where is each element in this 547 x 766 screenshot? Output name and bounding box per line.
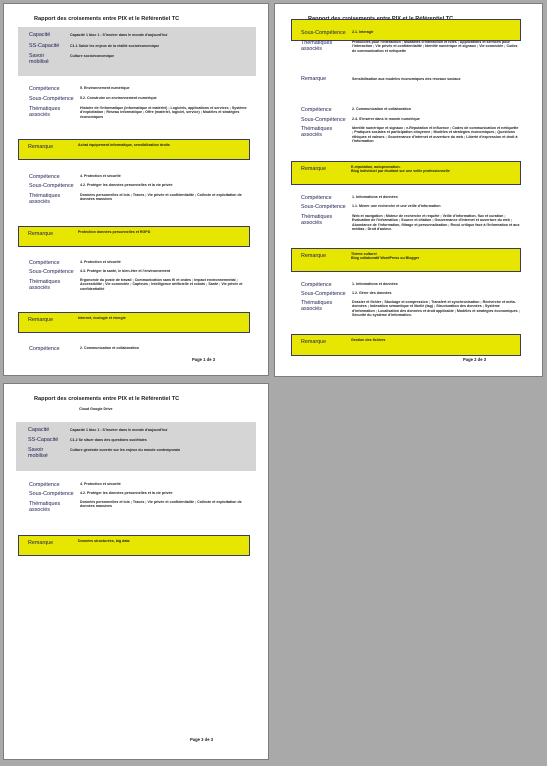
competence-label: Compétence: [301, 107, 332, 113]
sous-competence-label: Sous-Compétence: [301, 30, 346, 36]
competence-label: Compétence: [301, 282, 332, 288]
sous-competence-value: 4.2. Protéger les données personnelles et la vie privée: [80, 491, 173, 495]
capacity-header: [16, 422, 256, 471]
remarque-box: [18, 535, 250, 556]
remarque-value: E-réputation, autopromotion. Blog individuel par étudiant sur une veille professionnelle: [351, 165, 450, 174]
competence-value: 2. Communication et collaboration: [80, 346, 139, 350]
remarque-value: Achat équipement informatique, sensibilisation droits: [78, 143, 170, 147]
sous-competence-label: Sous-Compétence: [29, 491, 74, 497]
thematiques-value: Identité numérique et signaux ; e-Réputation et influence ; Codes de communication et netiquette ; Pratiques sociales et participation citoyenne ; Modèles et stratégies économiques ; Questions éthiques et valeurs ; Gouvernance d'internet et ouverture du web ; Liberté d'expression et droit à l'information: [352, 126, 519, 144]
thematiques-value: Dossier et fichier ; Stockage et compression ; Transfert et synchronisation ; Recherche et méta-données ; Indexation sémantique et libellé (tag) ; Structuration des données ; Système d'information ; Localisation des données et droit applicable ; Modèles et stratégies économiques ; Sécurité du système d'information.: [352, 300, 520, 318]
page-title: Rapport des croisements entre PIX et le Référentiel TC: [34, 16, 180, 22]
remarque-label: Remarque: [28, 317, 54, 323]
thematiques-value: Web et navigation ; Moteur de recherche et requête ; Veille d'information, flux et curation ; Evaluation de l'information ; Source et citation ; Gouvernance d'internet et ouverture du web ; Abondance de l'information, filtrage et personnalisation ; Recul critique face à l'information et aux médias ; Droit d'auteur.: [352, 214, 520, 232]
sous-competence-value: 1.1. Mener une recherche et une veille d'information: [352, 204, 441, 208]
capacite-label: Capacité: [28, 427, 50, 433]
thematiques-value: Données personnelles et lois ; Traces ; Vie privée et confidentialité ; Collecte et exploitation de données massives: [80, 500, 242, 509]
ss-capacite-label: SS-Capacité: [28, 437, 59, 443]
savoir-value: Culture générale ouverte sur les enjeux du monde contemporain: [70, 448, 181, 452]
page-title: Rapport des croisements entre PIX et le Référentiel TC: [34, 396, 180, 402]
remarque-label: Remarque: [301, 339, 327, 345]
competence-value: 4. Protection et sécurité: [80, 260, 121, 264]
competence-value: 1. Informations et données: [352, 282, 398, 286]
competence-value: 4. Protection et sécurité: [80, 482, 121, 486]
sous-competence-value: 1.2. Gérer des données: [352, 291, 392, 295]
remarque-value: Gestion des fichiers: [351, 338, 386, 342]
ss-capacite-value: C1.1 Saisir les enjeux de la réalité socioéconomique: [70, 44, 160, 48]
remarque-box: [291, 248, 521, 272]
remarque-value: Protection données personnelles et RGPD: [78, 230, 151, 234]
thematiques-label: Thématiques associés: [29, 501, 61, 514]
competence-label: Compétence: [29, 86, 60, 92]
remarque-box: [291, 161, 521, 185]
page-number: Page 3 de 3: [190, 737, 214, 742]
thematiques-label: Thématiques associés: [29, 279, 61, 292]
competence-label: Compétence: [29, 346, 60, 352]
savoir-value: Culture socioéconomique: [70, 54, 115, 58]
thematiques-label: Thématiques associés: [29, 193, 61, 206]
sous-competence-label: Sous-Compétence: [301, 291, 346, 297]
remarque-box: [18, 312, 250, 333]
remarque-label: Remarque: [301, 76, 327, 82]
savoir-label: Savoir mobilisé: [28, 447, 48, 460]
thematiques-value: Données personnelles et lois ; Traces ; Vie privée et confidentialité ; Collecte et exploitation de données massives: [80, 193, 242, 202]
sous-competence-value: 2.4. S'insérer dans le monde numérique: [352, 117, 420, 121]
thematiques-value: Ergonomie du poste de travail ; Communication sans fil et ondes ; Impact environnemental ; Accessibilité ; Vie connectée ; Capteurs ; Intelligence artificielle et robots ; Santé ; Vie privée et confidentialité: [80, 278, 243, 291]
thematiques-value: Protocoles pour l'interaction ; Modalités d'interaction et rôles ; Applications et services pour l'interaction ; Vie privée et confidentialité ; Identité numérique et signaux ; Vie connectée ; Codes de communication et netiquette: [352, 40, 518, 53]
sous-competence-value: 4.2. Protéger les données personnelles et la vie privée: [80, 183, 173, 187]
sous-competence-label: Sous-Compétence: [29, 183, 74, 189]
sous-competence-label: Sous-Compétence: [29, 269, 74, 275]
remarque-value: Données structurées, big data: [78, 539, 130, 543]
report-page-1: [4, 4, 268, 375]
thematiques-label: Thématiques associés: [301, 40, 333, 53]
sous-competence-label: Sous-Compétence: [29, 96, 74, 102]
savoir-label: Savoir mobilisé: [29, 53, 49, 66]
competence-value: 1. Informations et données: [352, 195, 398, 199]
remarque-label: Remarque: [301, 166, 327, 172]
remarque-box: [18, 226, 250, 247]
capacite-label: Capacité: [29, 32, 51, 38]
remarque-box: [291, 334, 521, 356]
page-subtitle: Cloud Google Drive: [79, 407, 113, 411]
competence-label: Compétence: [301, 195, 332, 201]
thematiques-label: Thématiques associés: [301, 300, 333, 313]
remarque-label: Remarque: [28, 231, 54, 237]
capacite-value: Capacité 1 bloc 1 : S'insérer dans le monde d'aujourd'hui: [70, 33, 168, 37]
remarque-box: [18, 139, 250, 160]
thematiques-label: Thématiques associés: [301, 214, 333, 227]
competence-value: 2. Communication et collaboration: [352, 107, 411, 111]
remarque-value: Internet, écologie et énergie: [78, 316, 126, 320]
remarque-label: Remarque: [28, 540, 54, 546]
competence-value: 4. Protection et sécurité: [80, 174, 121, 178]
capacity-header: [18, 27, 256, 76]
remarque-value: Sensibilisation aux modèles économiques des réseaux sociaux: [352, 77, 461, 81]
ss-capacite-label: SS-Capacité: [29, 43, 60, 49]
competence-label: Compétence: [29, 260, 60, 266]
competence-label: Compétence: [29, 482, 60, 488]
capacite-value: Capacité 1 bloc 1 : S'insérer dans le monde d'aujourd'hui: [70, 428, 168, 432]
thematiques-label: Thématiques associés: [29, 106, 61, 119]
sous-competence-value: 5.2. Construire un environnement numérique: [80, 96, 157, 100]
remarque-label: Remarque: [28, 144, 54, 150]
page-number: Page 1 de 3: [192, 357, 216, 362]
remarque-value: Thème culturel Blog collaboratif WordPress ou Blogger: [351, 252, 420, 261]
sous-competence-label: Sous-Compétence: [301, 117, 346, 123]
sous-competence-value: 4.3. Protéger la santé, le bien-être et l'environnement: [80, 269, 171, 273]
report-page-3: [4, 384, 268, 759]
sous-competence-label: Sous-Compétence: [301, 204, 346, 210]
ss-capacite-value: C1.2 Se situer dans des questions sociétales: [70, 438, 147, 442]
remarque-label: Remarque: [301, 253, 327, 259]
competence-value: 5. Environnement numérique: [80, 86, 130, 90]
page-number: Page 2 de 3: [463, 357, 487, 362]
thematiques-label: Thématiques associés: [301, 126, 333, 139]
thematiques-value: Histoire de l'informatique (informatique et matériel) ; Logiciels, applications et services ; Système d'exploitation ; Réseau informatique ; Offre (matériel, logiciel, service) ; Modèles et stratégies économiques: [80, 106, 247, 119]
report-page-2: [275, 4, 542, 376]
sous-competence-value: 2.1. Interagir: [352, 30, 374, 34]
competence-label: Compétence: [29, 174, 60, 180]
